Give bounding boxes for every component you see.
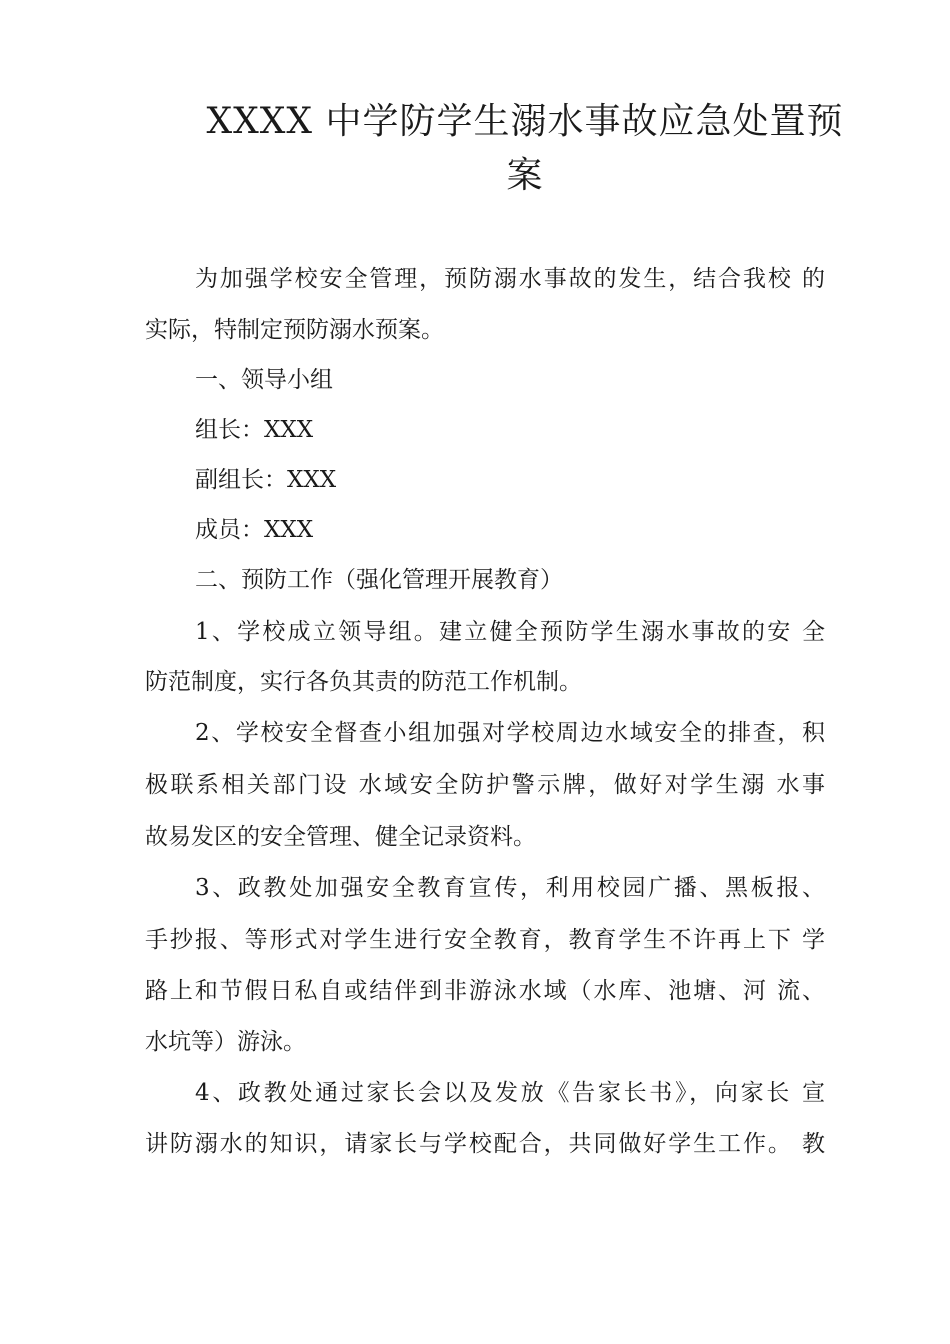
item-3-line-4: 水坑等）游泳。 <box>145 1029 306 1055</box>
item-1-line-1: 1、学校成立领导组。建立健全预防学生溺水事故的安 全 <box>195 619 825 645</box>
members-line: 成员：XXX <box>195 517 314 543</box>
deputy-leader-line: 副组长：XXX <box>195 467 337 493</box>
document-title-line-1: XXXX 中学防学生溺水事故应急处置预 <box>206 101 844 142</box>
item-2-line-2: 极联系相关部门设 水域安全防护警示牌，做好对学生溺 水事 <box>145 772 825 798</box>
leader-line: 组长：XXX <box>195 417 314 443</box>
item-2-line-1: 2、学校安全督查小组加强对学校周边水域安全的排查，积 <box>195 720 825 746</box>
item-2-line-3: 故易发区的安全管理、健全记录资料。 <box>145 824 536 850</box>
item-1-line-2: 防范制度，实行各负其责的防范工作机制。 <box>145 669 582 695</box>
document-title-line-2: 案 <box>506 155 544 196</box>
item-4-line-1: 4、政教处通过家长会以及发放《告家长书》，向家长 宣 <box>195 1080 825 1106</box>
item-3-line-1: 3、政教处加强安全教育宣传，利用校园广播、黑板报、 <box>195 875 825 901</box>
item-3-line-2: 手抄报、等形式对学生进行安全教育，教育学生不许再上下 学 <box>145 927 825 953</box>
section-2-heading: 二、预防工作（强化管理开展教育） <box>195 567 563 593</box>
intro-line-1: 为加强学校安全管理，预防溺水事故的发生，结合我校 的 <box>195 266 825 292</box>
intro-line-2: 实际，特制定预防溺水预案。 <box>145 317 444 343</box>
section-1-heading: 一、领导小组 <box>195 367 333 393</box>
item-4-line-2: 讲防溺水的知识，请家长与学校配合，共同做好学生工作。 教 <box>145 1131 825 1157</box>
item-3-line-3: 路上和节假日私自或结伴到非游泳水域（水库、池塘、河 流、 <box>145 978 825 1004</box>
